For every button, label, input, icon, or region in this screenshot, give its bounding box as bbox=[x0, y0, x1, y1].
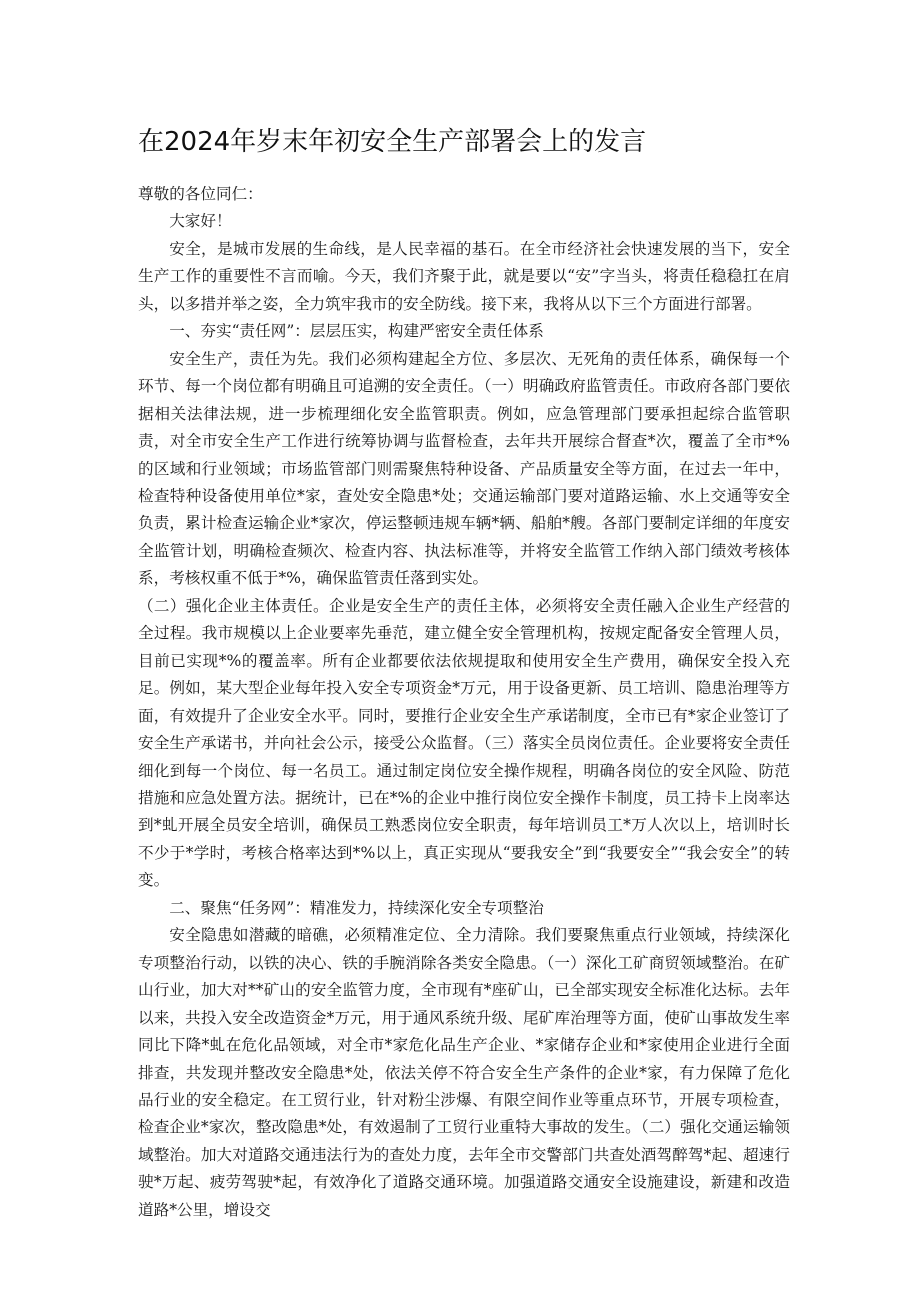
salutation: 尊敬的各位同仁： bbox=[138, 185, 263, 203]
section-heading-1: 一、夯实“责任网”：层层压实，构建严密安全责任体系 bbox=[169, 322, 544, 341]
paragraph-responsibility: 安全生产，责任为先。我们必须构建起全方位、多层次、无死角的责任体系，确保每一个环节、每一个岗位都有明确且可追溯的安全责任。（一）明确政府监管责任。市政府各部门要依据相关法律法规，进一步梳理细化安全监管职责。例如，应急管理部门要承担起综合监管职责，对全市安全生产工作进行统筹协调与监督检查，去年共开展综合督查*次，覆盖了全市*%的区域和行业领域；市场监管部门则需聚焦特种设备、产品质量安全等方面，在过去一年中，检查特种设备使用单位*家，查处安全隐患*处；交通运输部门要对道路运输、水上交通等安全负责，累计检查运输企业*家次，停运整顿违规车辆*辆、船舶*艘。各部门要制定详细的年度安全监管计划，明确检查频次、检查内容、执法标准等，并将安全监管工作纳入部门绩效考核体系，考核权重不低于*%，确保监管责任落到实处。 bbox=[138, 349, 790, 588]
document-body bbox=[138, 181, 790, 1224]
document-title: 在2024年岁末年初安全生产部署会上的发言 bbox=[138, 127, 647, 157]
paragraph-special-rectification: 安全隐患如潜藏的暗礁，必须精准定位、全力清除。我们要聚焦重点行业领域，持续深化专项整治行动，以铁的决心、铁的手腕消除各类安全隐患。（一）深化工矿商贸领域整治。在矿山行业，加大对**矿山的安全监管力度，全市现有*座矿山，已全部实现安全标准化达标。去年以来，共投入安全改造资金*万元，用于通风系统升级、尾矿库治理等方面，使矿山事故发生率同比下降*虬在危化品领域，对全市*家危化品生产企业、*家储存企业和*家使用企业进行全面排查，共发现并整改安全隐患*处，依法关停不符合安全生产条件的企业*家，有力保障了危化品行业的安全稳定。在工贸行业，针对粉尘涉爆、有限空间作业等重点环节，开展专项检查，检查企业*家次，整改隐患*处，有效遏制了工贸行业重特大事故的发生。（二）强化交通运输领域整治。加大对道路交通违法行为的查处力度，去年全市交警部门共查处酒驾醉驾*起、超速行驶*万起、疲劳驾驶*起，有效净化了道路交通环境。加强道路交通安全设施建设，新建和改造道路*公里，增设交 bbox=[138, 926, 790, 1219]
section-heading-2: 二、聚焦“任务网”：精准发力，持续深化安全专项整治 bbox=[169, 898, 544, 917]
paragraph-intro: 安全，是城市发展的生命线，是人民幸福的基石。在全市经济社会快速发展的当下，安全生产工作的重要性不言而喻。今天，我们齐聚于此，就是要以“安”字当头，将责任稳稳扛在肩头，以多措并举之姿，全力筑牢我市的安全防线。接下来，我将从以下三个方面进行部署。 bbox=[138, 239, 790, 313]
paragraph-enterprise-responsibility: （二）强化企业主体责任。企业是安全生产的责任主体，必须将安全责任融入企业生产经营的全过程。我市规模以上企业要率先垂范，建立健全安全管理机构，按规定配备安全管理人员，目前已实现*%的覆盖率。所有企业都要依法依规提取和使用安全生产费用，确保安全投入充足。例如，某大型企业每年投入安全专项资金*万元，用于设备更新、员工培训、隐患治理等方面，有效提升了企业安全水平。同时，要推行企业安全生产承诺制度，全市已有*家企业签订了安全生产承诺书，并向社会公示，接受公众监督。（三）落实全员岗位责任。企业要将安全责任细化到每一个岗位、每一名员工。通过制定岗位安全操作规程，明确各岗位的安全风险、防范措施和应急处置方法。据统计，已在*%的企业中推行岗位安全操作卡制度，员工持卡上岗率达到*虬开展全员安全培训，确保员工熟悉岗位安全职责，每年培训员工*万人次以上，培训时长不少于*学时，考核合格率达到*%以上，真正实现从“要我安全”到“我要安全”“我会安全”的转变。 bbox=[138, 596, 790, 890]
greeting: 大家好！ bbox=[169, 212, 232, 231]
